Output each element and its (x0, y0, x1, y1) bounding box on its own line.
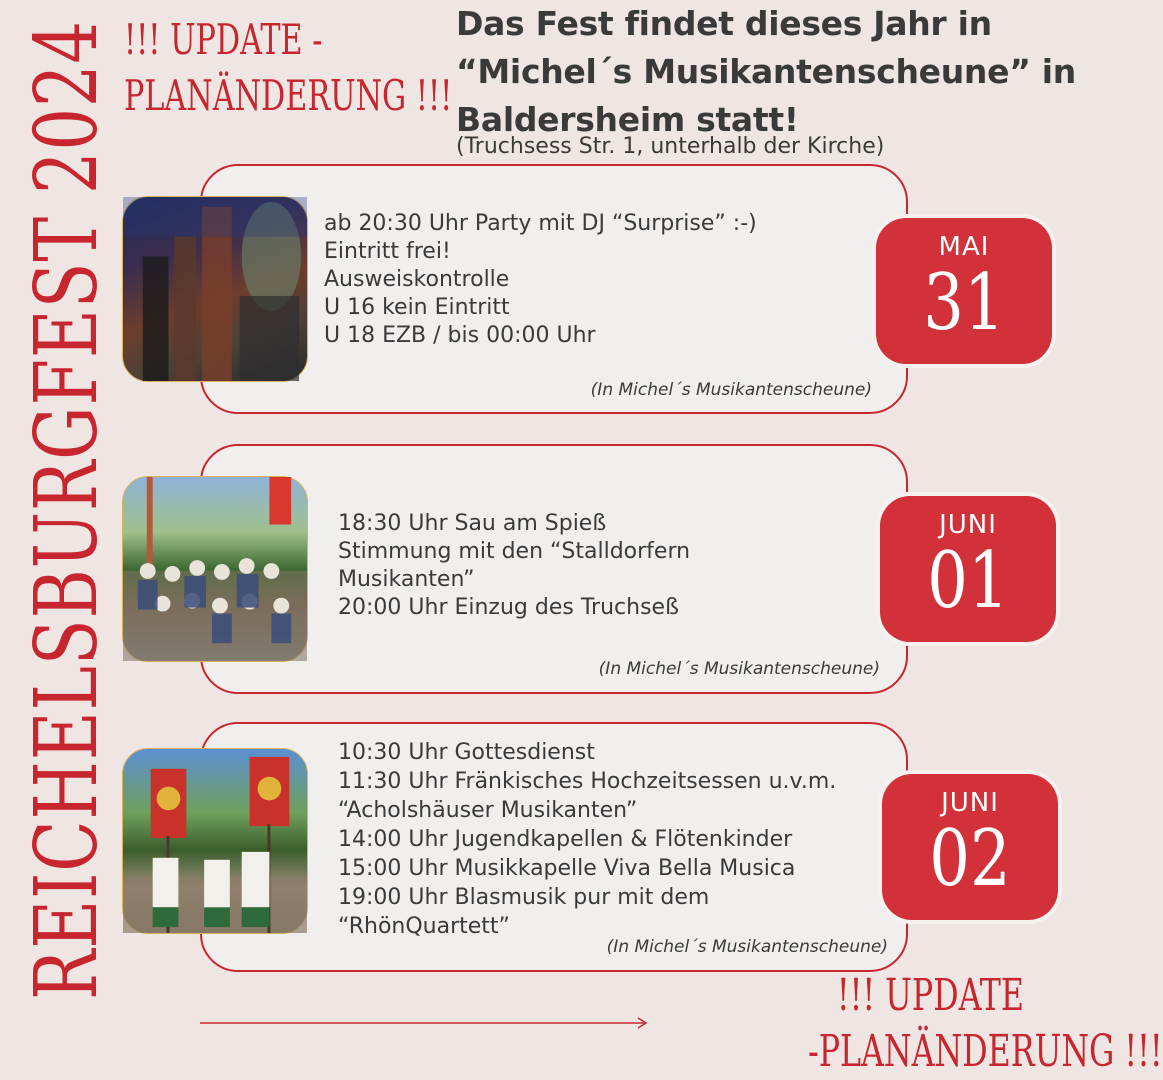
date-day: 01 (927, 536, 1009, 626)
event-location: (In Michel´s Musikantenscheune) (606, 937, 888, 957)
event-line: Ausweiskontrolle (324, 267, 510, 292)
date-badge-june-01 (880, 496, 1056, 642)
event-details-june-01 (338, 510, 690, 622)
event-line: 10:30 Uhr Gottesdienst (338, 740, 595, 765)
update-notice-top-line2: PLANÄNDERUNG !!! (124, 71, 453, 120)
update-notice-bottom-line1: !!! UPDATE (836, 970, 1024, 1021)
event-line: 18:30 Uhr Sau am Spieß (338, 511, 607, 536)
event-location: (In Michel´s Musikantenscheune) (598, 659, 880, 679)
event-line: Musikanten” (338, 567, 475, 592)
date-badge-may-31 (876, 218, 1052, 364)
date-month: JUNI (939, 510, 997, 540)
event-line: 15:00 Uhr Musikkapelle Viva Bella Musica (338, 856, 796, 881)
date-month: JUNI (941, 788, 999, 818)
vertical-event-title: REICHELSBURGFEST 2024 (17, 20, 117, 1000)
photo-procession-banners (122, 748, 308, 934)
event-line: 19:00 Uhr Blasmusik pur mit dem (338, 885, 710, 910)
update-notice-bottom (808, 968, 1163, 1080)
event-line: Eintritt frei! (324, 239, 451, 264)
event-line: U 18 EZB / bis 00:00 Uhr (324, 323, 596, 348)
headline: Das Fest findet dieses Jahr in “Michel´s Musikantenscheune” in Baldersheim statt! (456, 4, 1076, 139)
update-notice-top (124, 12, 453, 124)
event-line: 14:00 Uhr Jugendkapellen & Flötenkinder (338, 827, 793, 852)
event-line: “RhönQuartett” (338, 914, 510, 939)
event-details-may-31 (324, 210, 757, 350)
event-details-june-02 (338, 738, 836, 941)
event-line: U 16 kein Eintritt (324, 295, 510, 320)
event-location: (In Michel´s Musikantenscheune) (590, 380, 872, 400)
event-line: 11:30 Uhr Fränkisches Hochzeitsessen u.v.m. (338, 769, 837, 794)
date-day: 31 (923, 258, 1005, 348)
event-line: Stimmung mit den “Stalldorfern (338, 539, 691, 564)
update-notice-top-line1: !!! UPDATE - (124, 15, 323, 64)
update-notice-bottom-line2: -PLANÄNDERUNG !!! (808, 1026, 1163, 1077)
arrow-right-icon (200, 1016, 650, 1030)
date-day: 02 (929, 814, 1011, 904)
address: (Truchsess Str. 1, unterhalb der Kirche) (456, 134, 885, 159)
event-line: 20:00 Uhr Einzug des Truchseß (338, 595, 679, 620)
date-badge-june-02 (882, 774, 1058, 920)
event-line: “Acholshäuser Musikanten” (338, 798, 638, 823)
date-month: MAI (938, 232, 990, 262)
event-line: ab 20:30 Uhr Party mit DJ “Surprise” :-) (324, 211, 757, 236)
photo-group-costumes (122, 476, 308, 662)
photo-party-bottles (122, 196, 308, 382)
